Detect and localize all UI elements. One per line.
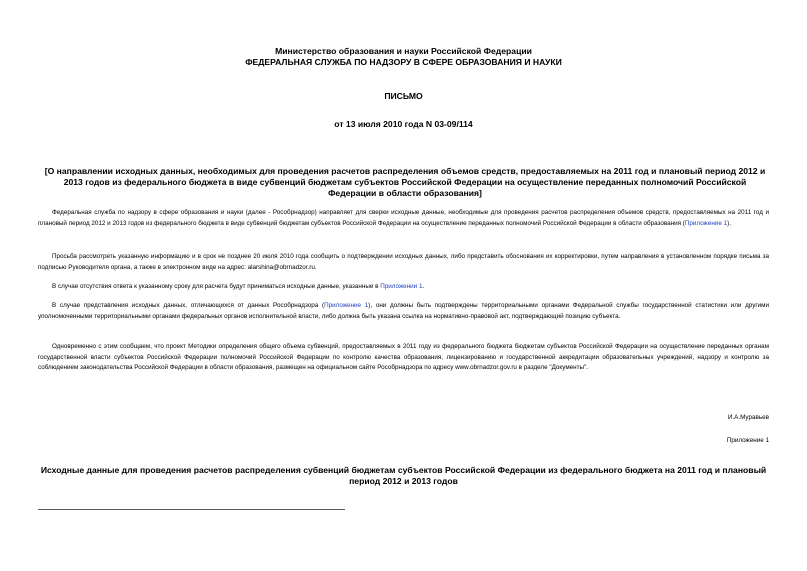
ministry-name: Министерство образования и науки Российской Федерации	[275, 46, 532, 56]
paragraph-4	[38, 301, 769, 322]
paragraph-text: ).	[727, 219, 731, 227]
paragraph-text: В случае представления исходных данных, отличающихся от данных Рособрнадзора (	[52, 302, 325, 309]
service-name: ФЕДЕРАЛЬНАЯ СЛУЖБА ПО НАДЗОРУ В СФЕРЕ ОБРАЗОВАНИЯ И НАУКИ	[245, 57, 562, 67]
paragraph-text: .	[422, 283, 425, 290]
footnote-divider	[38, 509, 345, 510]
appendix-title: Исходные данные для проведения расчетов распределения субвенций бюджетам субъектов Российской Федерации из федерального бюджета на 2011 год и плановый период 2012 и 2013 годов	[40, 464, 767, 486]
appendix-link[interactable]: Приложении 1	[380, 283, 423, 290]
paragraph-text: Федеральная служба по надзору в сфере образования и науки (далее - Рособрнадзор) направляет для сверки исходные данные, необходимые для проведения расчетов распределения объемов средств, предоставляемых на 2011 год и плановый период 2012 и 2013 годов из федерального бюджета в виде субвенций бюджетам субъектов Российской Федерации на осуществление переданных полномочий Российской Федерации в области образования (	[38, 209, 769, 227]
appendix-label: Приложение 1	[726, 437, 769, 444]
appendix-link[interactable]: Приложение 1	[684, 219, 728, 227]
document-type: ПИСЬМО	[384, 91, 423, 101]
appendix-link[interactable]: Приложение 1	[324, 302, 369, 309]
letterhead	[38, 46, 769, 68]
document-subject: [О направлении исходных данных, необходимых для проведения расчетов распределения объемов средств, предоставляемых на 2011 год и плановый период 2012 и 2013 годов из федерального бюджета в виде субвенций бюджетам субъектов Российской Федерации на осуществление переданных полномочий Российской Федерации в области образования]	[44, 165, 766, 199]
signature: И.А.Муравьев	[727, 414, 769, 421]
paragraph-text: ), они должны быть подтверждены территориальными органами Федеральной службы государственной статистики или другими уполномоченными территориальными органами федеральных органов исполнительной власти, либо должна быть указана ссылка на нормативно-правовой акт, подтверждающий позицию субъекта.	[38, 302, 770, 320]
paragraph-3	[38, 282, 769, 293]
paragraph-2: Просьба рассмотреть указанную информацию и в срок не позднее 20 июля 2010 года сообщить о подтверждении исходных данных, либо представить обоснования их корректировки, путем направления в установленном порядке письма за подписью Руководителя органа, а также в электронном виде на адрес: alarshina@obrnadzor.ru.	[38, 253, 769, 271]
paragraph-5: Одновременно с этим сообщаем, что проект Методики определения общего объема субвенций, предоставляемых в 2011 году из федерального бюджета бюджетам субъектов Российской Федерации на осуществление переданных органам государственной власти субъектов Российской Федерации полномочий Российской Федерации по контролю качества образования, лицензированию и государственной аккредитации образовательных учреждений, надзору и контролю за соблюдением законодательства Российской Федерации в области образования, размещен на официальном сайте Рособрнадзора по адресу www.obrnadzor.gov.ru в разделе "Документы".	[38, 343, 769, 372]
paragraph-text: В случае отсутствия ответа к указанному сроку для расчета будут приниматься исходные данные, указанные в	[52, 283, 381, 290]
document-date-number: от 13 июля 2010 года N 03-09/114	[334, 119, 473, 129]
paragraph-1	[38, 208, 769, 229]
document-page	[38, 0, 769, 571]
